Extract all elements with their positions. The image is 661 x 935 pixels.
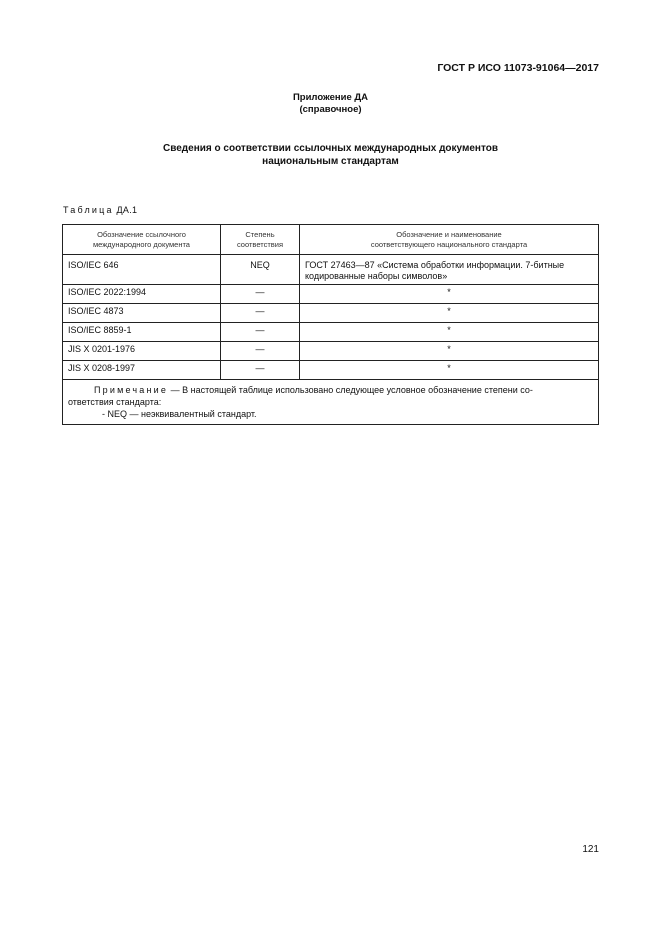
cell-degree: — bbox=[221, 342, 300, 361]
cell-document: ISO/IEC 646 bbox=[63, 255, 221, 285]
table-note bbox=[63, 380, 599, 425]
section-title-line-2: национальным стандартам bbox=[262, 156, 399, 167]
annex-title: Приложение ДА bbox=[292, 92, 369, 103]
note-item: - NEQ — неэквивалентный стандарт. bbox=[102, 409, 257, 419]
correspondence-table bbox=[62, 224, 599, 425]
table-row bbox=[63, 342, 599, 361]
table-row bbox=[63, 285, 599, 304]
cell-document: JIS X 0208-1997 bbox=[63, 361, 221, 380]
cell-document: ISO/IEC 4873 bbox=[63, 304, 221, 323]
table-row bbox=[63, 255, 599, 285]
note-label: Примечание bbox=[94, 385, 169, 395]
section-title bbox=[0, 142, 661, 168]
table-header-row bbox=[63, 225, 599, 255]
header-national-standard: Обозначение и наименование соответствующего национального стандарта bbox=[300, 225, 599, 255]
table-row bbox=[63, 304, 599, 323]
header-international-document: Обозначение ссылочного международного документа bbox=[63, 225, 221, 255]
cell-national: * bbox=[300, 285, 599, 304]
cell-degree: — bbox=[221, 323, 300, 342]
table-row bbox=[63, 323, 599, 342]
cell-national: * bbox=[300, 323, 599, 342]
cell-degree: — bbox=[221, 285, 300, 304]
table-caption bbox=[63, 205, 137, 215]
cell-degree: — bbox=[221, 361, 300, 380]
cell-national: * bbox=[300, 304, 599, 323]
cell-document: ISO/IEC 8859-1 bbox=[63, 323, 221, 342]
section-title-line-1: Сведения о соответствии ссылочных международных документов bbox=[163, 143, 498, 154]
annex-subtitle: (справочное) bbox=[299, 104, 362, 115]
document-header: ГОСТ Р ИСО 11073-91064—2017 bbox=[437, 62, 599, 74]
annex-heading bbox=[0, 92, 661, 116]
cell-document: JIS X 0201-1976 bbox=[63, 342, 221, 361]
table-caption-number: ДА.1 bbox=[116, 205, 138, 215]
page-number: 121 bbox=[582, 844, 599, 855]
note-text-2: ответствия стандарта: bbox=[68, 397, 162, 407]
table-caption-label: Таблица bbox=[63, 205, 114, 215]
header-degree-of-correspondence: Степень соответствия bbox=[221, 225, 300, 255]
cell-degree: NEQ bbox=[221, 255, 300, 285]
cell-national: * bbox=[300, 361, 599, 380]
table-note-row bbox=[63, 380, 599, 425]
note-text-1: — В настоящей таблице использовано следующее условное обозначение степени со- bbox=[168, 385, 533, 395]
cell-degree: — bbox=[221, 304, 300, 323]
table-row bbox=[63, 361, 599, 380]
cell-national: * bbox=[300, 342, 599, 361]
cell-national: ГОСТ 27463—87 «Система обработки информации. 7-битные кодированные наборы символов» bbox=[300, 255, 599, 285]
cell-document: ISO/IEC 2022:1994 bbox=[63, 285, 221, 304]
